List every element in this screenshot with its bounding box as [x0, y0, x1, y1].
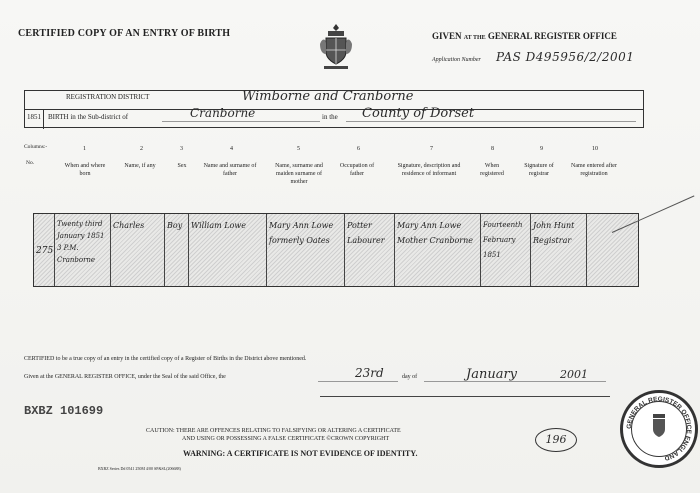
column-header: Occupation of father — [339, 163, 375, 177]
certificate-title: CERTIFIED COPY OF AN ENTRY OF BIRTH — [18, 28, 231, 39]
royal-crest-icon — [316, 22, 356, 74]
entry-name: Charles — [113, 221, 145, 230]
column-number: 9 — [540, 146, 543, 152]
day-value: 23rd — [355, 366, 384, 380]
month-value: January — [466, 367, 518, 382]
no-label: No. — [26, 160, 35, 166]
general-register-office-seal-icon — [620, 390, 698, 468]
column-header: Signature of registrar — [524, 163, 554, 177]
column-header: Name entered after registration — [571, 163, 617, 177]
column-number: 8 — [491, 146, 494, 152]
column-number: 10 — [592, 146, 598, 152]
caution-line-2: AND USING OR POSSESSING A FALSE CERTIFICATE ©CROWN COPYRIGHT — [182, 436, 390, 442]
entry-sex: Boy — [167, 221, 183, 230]
columns-label: Columns:- — [24, 144, 48, 150]
column-header: Name, if any — [124, 163, 156, 169]
entry-mother: Mary Ann Lowe formerly Oates — [269, 221, 334, 245]
year-value: 2001 — [560, 368, 588, 381]
column-header: Name, surname and maiden surname of mother — [275, 163, 323, 185]
entry-number: 275 — [36, 246, 54, 256]
column-number: 2 — [140, 146, 143, 152]
svg-text:GENERAL REGISTER OFFICE ENGLAN: GENERAL REGISTER OFFICE ENGLAND — [625, 395, 693, 462]
column-number: 1 — [83, 146, 86, 152]
day-of-label: day of — [402, 374, 418, 380]
column-number: 7 — [430, 146, 433, 152]
birth-entry-table — [33, 213, 639, 287]
caution-line-1: CAUTION: THERE ARE OFFENCES RELATING TO FALSIFYING OR ALTERING A CERTIFICATE — [146, 428, 401, 434]
column-header: Name and surname of father — [203, 163, 257, 177]
column-header: When registered — [480, 163, 504, 177]
given-at-header: GIVEN AT THE GENERAL REGISTER OFFICE — [432, 31, 617, 41]
column-number: 6 — [357, 146, 360, 152]
column-header: Sex — [177, 163, 187, 169]
birth-in-label: BIRTH in the Sub-district of — [48, 113, 129, 121]
column-number: 4 — [230, 146, 233, 152]
entry-informant: Mary Ann Lowe Mother Cranborne — [397, 221, 473, 245]
column-number: 5 — [297, 146, 300, 152]
entry-when-registered: Fourteenth February 1851 — [483, 221, 523, 259]
handwritten-stamp-number: 196 — [535, 428, 577, 452]
application-number-label: Application Number — [432, 57, 481, 63]
application-number: PAS D495956/2/2001 — [496, 50, 635, 64]
certificate-serial: BXBZ 101699 — [24, 404, 104, 418]
entry-father: William Lowe — [191, 221, 246, 230]
column-header: Signature, description and residence of informant — [397, 163, 461, 177]
certified-line: CERTIFIED to be a true copy of an entry in the certified copy of a Register of Births in the District above mentioned. — [24, 356, 307, 362]
county-value: County of Dorset — [362, 106, 475, 121]
district-label: REGISTRATION DISTRICT — [66, 93, 150, 101]
entry-occupation: Potter Labourer — [347, 221, 385, 245]
column-number: 3 — [180, 146, 183, 152]
district-value: Wimborne and Cranborne — [242, 89, 414, 104]
subdistrict-value: Cranborne — [190, 106, 256, 120]
warning-line: WARNING: A CERTIFICATE IS NOT EVIDENCE OF IDENTITY. — [183, 449, 418, 458]
birth-year: 1851 — [27, 113, 41, 121]
in-the-label: in the — [322, 113, 338, 121]
given-at-line: Given at the GENERAL REGISTER OFFICE, under the Seal of the said Office, the — [24, 374, 226, 380]
entry-registrar: John Hunt Registrar — [533, 221, 575, 245]
column-header: When and where born — [64, 163, 106, 177]
series-code: BXBZ Series Dd 0541 250M 4/00 SP&SL(206688) — [98, 466, 181, 471]
entry-when-where-born: Twenty third January 1851 3 P.M. Cranborne — [57, 220, 105, 264]
